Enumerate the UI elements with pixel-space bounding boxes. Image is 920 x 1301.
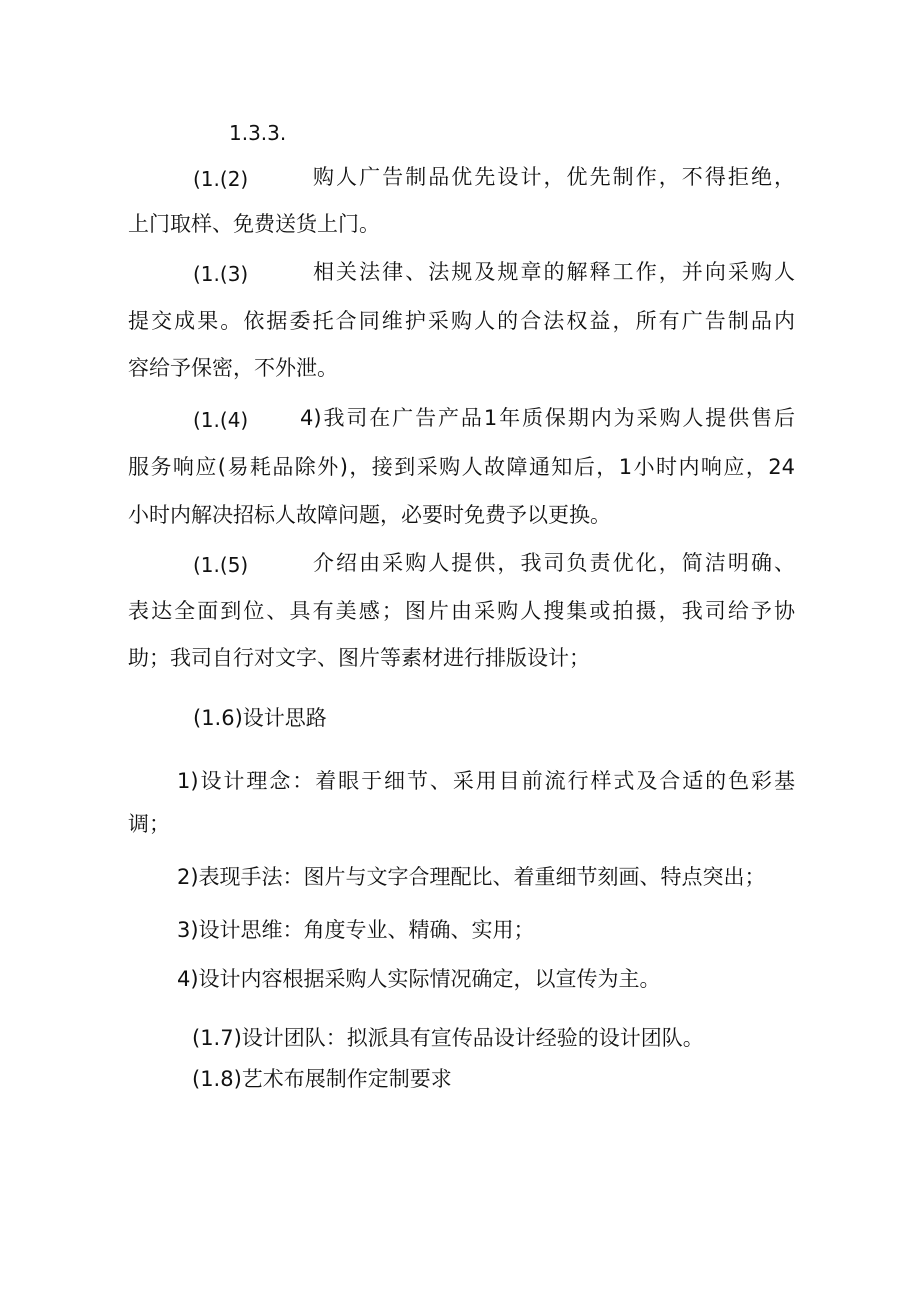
item-4-line-1: 4)我司在广告产品1年质保期内为采购人提供售后: [300, 406, 795, 430]
design-thinking: 3)设计思维：角度专业、精确、实用；: [177, 918, 535, 942]
expression-method: 2)表现手法：图片与文字合理配比、着重细节刻画、特点突出；: [177, 865, 766, 889]
item-number-3: (1.(3): [193, 262, 249, 286]
design-concept-line-1: 1)设计理念：着眼于细节、采用目前流行样式及合适的色彩基: [177, 769, 795, 793]
design-team: (1.7)设计团队：拟派具有宣传品设计经验的设计团队。: [192, 1026, 704, 1050]
art-exhibition-requirements: (1.8)艺术布展制作定制要求: [192, 1067, 452, 1091]
item-2-line-1: 购人广告制品优先设计，优先制作，不得拒绝，: [313, 165, 795, 189]
item-3-line-1: 相关法律、法规及规章的解释工作，并向采购人: [313, 260, 795, 284]
item-2-line-2: 上门取样、免费送货上门。: [128, 212, 380, 236]
item-number-4: (1.(4): [193, 408, 249, 432]
design-ideas-heading: (1.6)设计思路: [193, 706, 327, 730]
item-3-line-2: 提交成果。依据委托合同维护采购人的合法权益，所有广告制品内: [128, 309, 795, 333]
item-5-line-1: 介绍由采购人提供，我司负责优化，简洁明确、: [313, 551, 795, 575]
item-5-line-3: 助；我司自行对文字、图片等素材进行排版设计；: [128, 646, 590, 670]
section-heading: 1.3.3.: [229, 121, 287, 145]
design-concept-line-2: 调；: [128, 812, 170, 836]
item-4-line-3: 小时内解决招标人故障问题，必要时免费予以更换。: [128, 503, 611, 527]
item-number-2: (1.(2): [193, 167, 249, 191]
item-3-line-3: 容给予保密，不外泄。: [128, 356, 338, 380]
item-number-5: (1.(5): [193, 553, 249, 577]
design-content: 4)设计内容根据采购人实际情况确定，以宣传为主。: [177, 967, 661, 991]
item-4-line-2: 服务响应(易耗品除外)，接到采购人故障通知后，1小时内响应，24: [128, 455, 795, 479]
item-5-line-2: 表达全面到位、具有美感；图片由采购人搜集或拍摄，我司给予协: [128, 599, 795, 623]
